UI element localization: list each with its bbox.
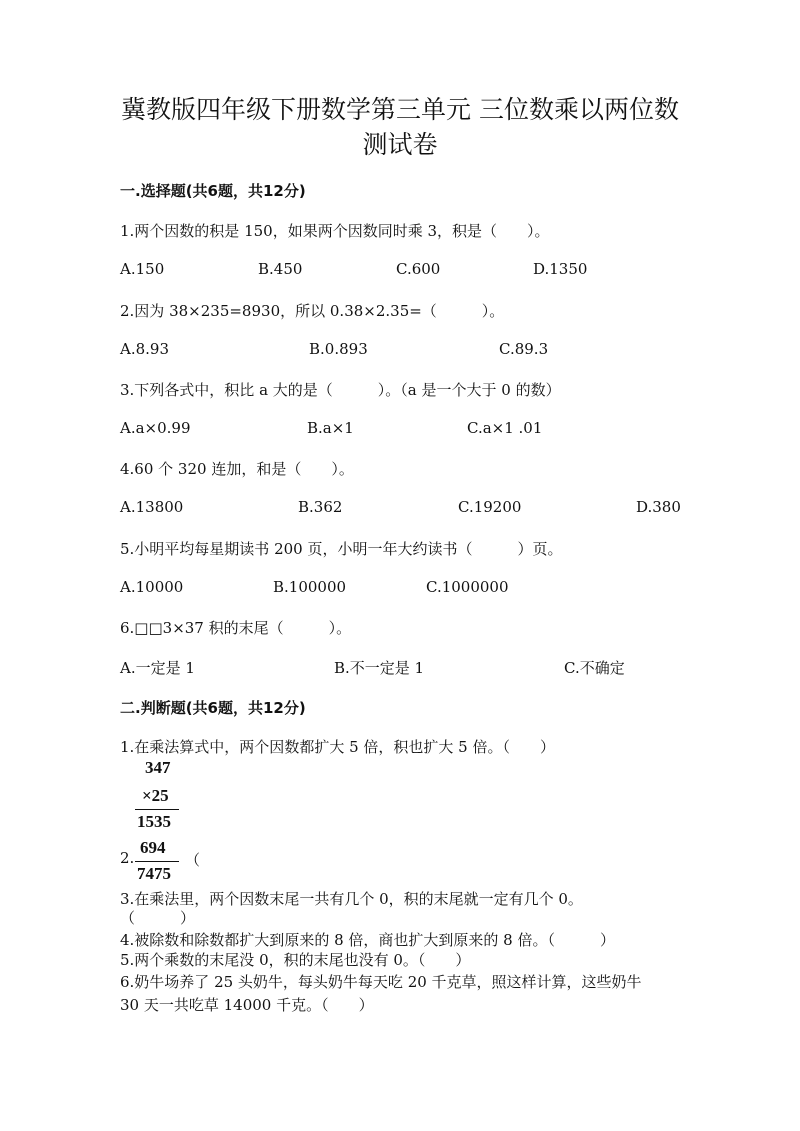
- q5-option-c: C.1000000: [426, 578, 509, 596]
- question-1: 1.两个因数的积是 150，如果两个因数同时乘 3，积是（ ）。: [120, 222, 550, 240]
- q2-option-b: B.0.893: [309, 340, 368, 358]
- q4-option-d: D.380: [636, 498, 681, 516]
- judge-question-4: 4.被除数和除数都扩大到原来的 8 倍，商也扩大到原来的 8 倍。（ ）: [120, 931, 615, 949]
- calc-partial-2: 694: [140, 838, 166, 857]
- q5-option-b: B.100000: [273, 578, 347, 596]
- section-judge-header: 二.判断题(共6题，共12分): [120, 699, 306, 717]
- q3-option-b: B.a×1: [307, 419, 354, 437]
- section-choice-header: 一.选择题(共6题，共12分): [120, 182, 306, 200]
- question-3: 3.下列各式中，积比 a 大的是（ ）。（a 是一个大于 0 的数）: [120, 381, 561, 399]
- page-title: 冀教版四年级下册数学第三单元 三位数乘以两位数: [121, 95, 679, 124]
- judge-question-5: 5.两个乘数的末尾没 0，积的末尾也没有 0。（ ）: [120, 951, 471, 969]
- q6-option-c: C.不确定: [564, 659, 625, 677]
- judge-question-1: 1.在乘法算式中，两个因数都扩大 5 倍，积也扩大 5 倍。（ ）: [120, 738, 555, 756]
- q5-option-a: A.10000: [120, 578, 184, 596]
- q2-option-c: C.89.3: [499, 340, 549, 358]
- judge-question-2-paren: （: [185, 851, 201, 869]
- q1-option-d: D.1350: [533, 260, 588, 278]
- q1-option-b: B.450: [258, 260, 303, 278]
- calc-result: 7475: [137, 864, 171, 883]
- calc-partial-1: 1535: [137, 812, 171, 831]
- question-2: 2.因为 38×235=8930，所以 0.38×2.35=（ ）。: [120, 302, 505, 320]
- q6-option-a: A.一定是 1: [120, 659, 195, 677]
- q1-option-c: C.600: [396, 260, 441, 278]
- q4-option-b: B.362: [298, 498, 343, 516]
- calc-rule-2: [135, 861, 179, 862]
- calc-multiplier: ×25: [142, 786, 169, 805]
- judge-question-3: 3.在乘法里，两个因数末尾一共有几个 0，积的末尾就一定有几个 0。: [120, 890, 583, 908]
- q3-option-c: C.a×1 .01: [467, 419, 543, 437]
- q4-option-a: A.13800: [120, 498, 184, 516]
- question-6: 6.□□3×37 积的末尾（ ）。: [120, 619, 352, 637]
- q2-option-a: A.8.93: [120, 340, 169, 358]
- judge-question-6-line2: 30 天一共吃草 14000 千克。（ ）: [120, 996, 374, 1014]
- q1-option-a: A.150: [120, 260, 165, 278]
- question-5: 5.小明平均每星期读书 200 页，小明一年大约读书（ ）页。: [120, 540, 563, 558]
- calc-multiplicand: 347: [145, 758, 171, 777]
- judge-question-6-line1: 6.奶牛场养了 25 头奶牛，每头奶牛每天吃 20 千克草，照这样计算，这些奶牛: [120, 973, 642, 991]
- page-title-line2: 测试卷: [362, 130, 438, 159]
- question-4: 4.60 个 320 连加，和是（ ）。: [120, 460, 354, 478]
- judge-question-2-number: 2.: [120, 849, 135, 867]
- q4-option-c: C.19200: [458, 498, 522, 516]
- calc-rule-1: [135, 809, 179, 810]
- judge-question-3-paren: （ ）: [120, 909, 196, 927]
- q3-option-a: A.a×0.99: [120, 419, 191, 437]
- q6-option-b: B.不一定是 1: [334, 659, 425, 677]
